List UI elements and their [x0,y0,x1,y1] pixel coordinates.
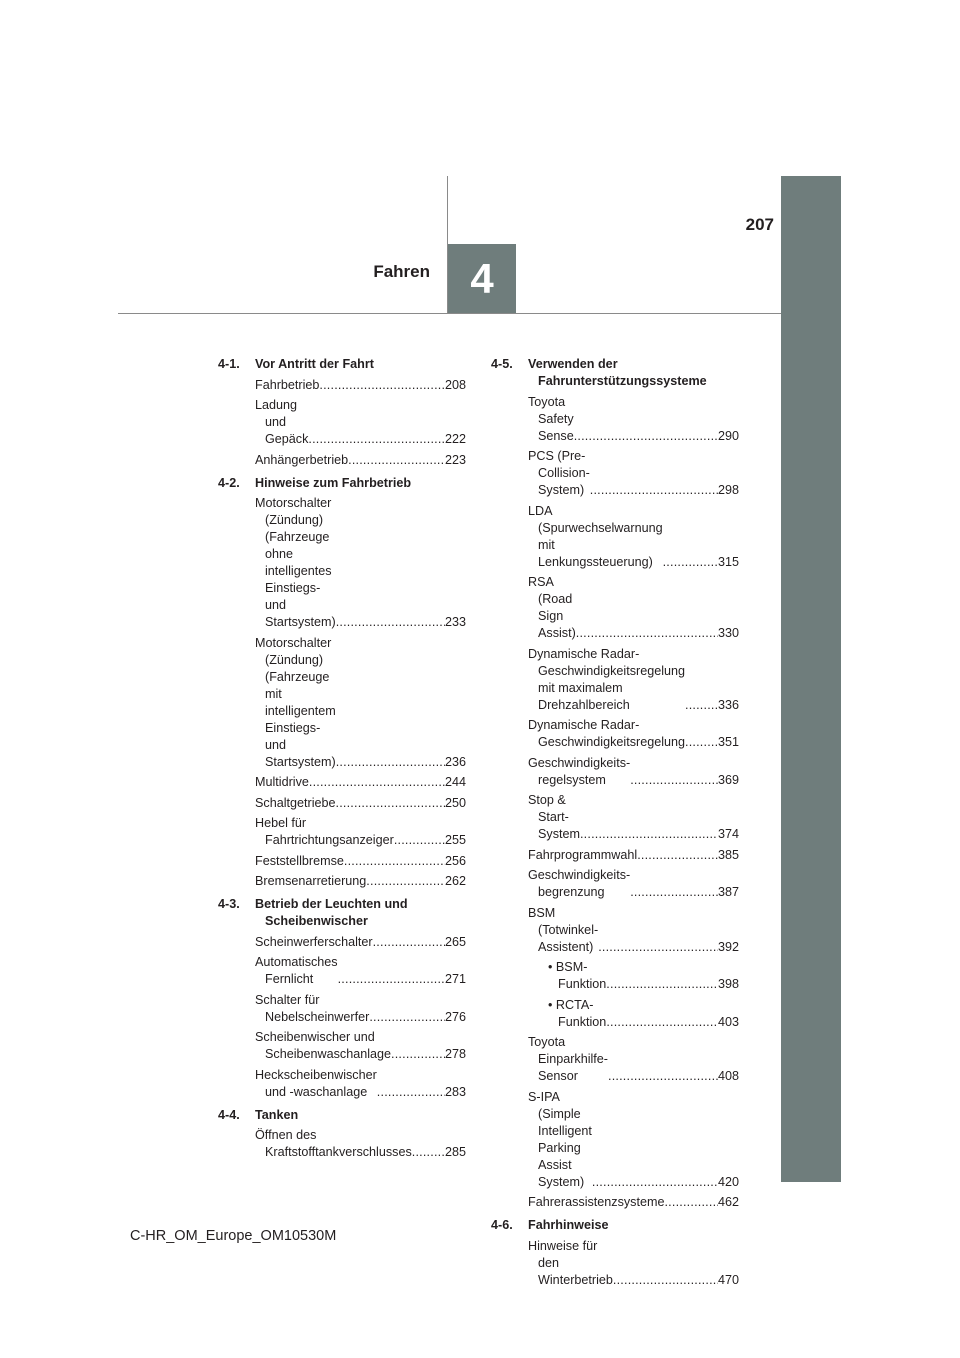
toc-leader-dots [377,1084,445,1101]
toc-section-heading[interactable] [491,356,739,390]
toc-entry[interactable] [255,1127,466,1161]
toc-entry[interactable] [255,495,466,631]
toc-leader-dots [344,853,445,870]
toc-section [218,896,466,1101]
toc-entry[interactable] [255,397,466,448]
toc-entry[interactable] [528,503,739,571]
toc-entry-label: Automatisches Fernlicht [255,955,338,986]
toc-entry-page: 271 [444,972,466,986]
toc-leader-dots [608,1068,718,1085]
toc-entry-label: Dynamische Radar- Geschwindigkeitsregelung mit maximalem Drehzahlbereich [528,646,686,712]
toc-entry[interactable] [528,867,739,901]
toc-section-heading[interactable] [218,475,466,492]
chapter-title: Fahren [373,262,430,281]
toc-leader-dots [685,734,718,751]
toc-entry-page: 385 [717,847,739,862]
toc-section-title: Tanken [255,1107,299,1122]
toc-entry-label: BSM (Totwinkel-Assistent) [528,905,599,954]
toc-entry-page: 462 [717,1195,739,1209]
header-horizontal-rule [118,313,781,314]
toc-section [491,1217,739,1289]
toc-entry[interactable] [528,1034,739,1085]
page-number: 207 [745,215,774,234]
toc-entry[interactable] [528,574,739,642]
chapter-number-box: 4 [448,244,516,313]
toc-entry[interactable] [255,1029,466,1063]
toc-leader-dots [412,1144,445,1161]
toc-entry[interactable] [255,1067,466,1101]
toc-entry[interactable] [538,959,739,993]
toc-entry[interactable] [528,905,739,956]
toc-entry-page: 290 [717,428,739,443]
toc-section-title: Hinweise zum Fahrbetrieb [255,475,412,490]
toc-leader-dots [319,377,445,394]
toc-leader-dots [348,452,445,469]
toc-section-title: Vor Antritt der Fahrt [255,357,374,371]
toc-entry-page: 223 [444,452,466,467]
toc-leader-dots [590,482,718,499]
toc-entry-page: 330 [717,626,739,640]
toc-leader-dots [366,873,445,890]
toc-column-right [491,356,739,1295]
toc-entry-page: 285 [444,1145,466,1159]
toc-entry-label: Öffnen des Kraftstofftankverschlusses [255,1128,412,1159]
toc-entry[interactable] [255,377,466,394]
toc-entry-label: Toyota Einparkhilfe- Sensor [528,1035,608,1083]
toc-entry[interactable] [528,1089,739,1191]
toc-section [218,356,466,469]
toc-entry-page: 233 [444,615,466,629]
toc-entry-label: Bremsenarretierung [255,874,367,888]
toc-entry-page: 244 [444,775,466,789]
toc-leader-dots [336,754,445,771]
toc-entry[interactable] [255,853,466,870]
toc-entry-page: 315 [717,554,739,569]
toc-entry-page: 208 [444,377,466,392]
toc-entry-page: 392 [717,939,739,954]
toc-section-number: 4-5. [491,357,513,371]
toc-entry-page: 408 [717,1069,739,1083]
toc-section-number: 4-4. [218,1107,240,1122]
toc-section-heading[interactable] [218,896,466,930]
toc-leader-dots [592,1174,718,1191]
toc-leader-dots [308,431,445,448]
toc-entry-label: S-IPA (Simple Intelligent Parking Assist System) [528,1089,592,1189]
toc-entry[interactable] [255,873,466,890]
toc-entry[interactable] [255,635,466,771]
toc-entry[interactable] [528,1194,739,1211]
toc-section-number: 4-2. [218,475,240,490]
toc-leader-dots [630,772,718,789]
toc-entry-label: Fahrerassistenzsysteme [528,1195,665,1209]
toc-leader-dots [394,832,445,849]
toc-entry-label: Fahrprogrammwahl [528,847,638,862]
toc-leader-dots [574,428,718,445]
toc-section [218,1107,466,1162]
toc-entry-page: 387 [717,885,739,899]
toc-section-title: Fahrhinweise [528,1218,609,1232]
toc-section [491,356,739,1211]
toc-leader-dots [630,884,718,901]
toc-entry-label: Dynamische Radar- Geschwindigkeitsregelung [528,718,686,749]
toc-section-title: Verwenden der Fahrunterstützungssysteme [528,357,707,388]
toc-leader-dots [663,554,718,571]
toc-entry-label: Schaltgetriebe [255,795,336,810]
toc-entry-label: Feststellbremse [255,853,344,868]
toc-leader-dots [637,847,718,864]
toc-entry-page: 236 [444,754,466,769]
toc-entry-page: 398 [717,977,739,991]
toc-entry-label: • BSM-Funktion [548,960,607,991]
toc-entry-page: 250 [444,795,466,810]
toc-entry-label: LDA (Spurwechselwarnung mit Lenkungssteuerung) [528,503,663,569]
toc-section-heading[interactable] [218,356,466,373]
toc-leader-dots [598,939,718,956]
toc-section-title: Betrieb der Leuchten und Scheibenwischer [255,897,408,928]
toc-entry[interactable] [528,847,739,864]
toc-leader-dots [336,614,445,631]
toc-entry[interactable] [255,452,466,469]
toc-entry-page: 255 [444,833,466,847]
toc-entry-label: RSA (Road Sign Assist) [528,575,576,640]
toc-entry[interactable] [255,795,466,812]
toc-leader-dots [685,697,718,714]
toc-entry-page: 351 [717,735,739,749]
toc-entry-label: PCS (Pre-Collision-System) [528,449,590,497]
toc-entry-label: Motorschalter (Zündung) (Fahrzeuge mit intelligentem Einstiegs- und Startsystem) [255,635,336,769]
toc-entry[interactable] [255,815,466,849]
toc-entry-page: 256 [444,853,466,868]
toc-leader-dots [338,971,445,988]
toc-leader-dots [613,1272,718,1289]
toc-entry[interactable] [255,934,466,951]
toc-entry-page: 262 [444,874,466,888]
toc-leader-dots [606,976,718,993]
toc-entry-label: Schalter für Nebelscheinwerfer [255,992,370,1024]
toc-entry-label: Heckscheibenwischer und -waschanlage [255,1067,377,1099]
chapter-side-tab [781,176,841,1182]
toc-entry[interactable] [255,992,466,1026]
toc-entry-page: 278 [444,1047,466,1061]
toc-entry-label: • RCTA-Funktion [548,997,607,1029]
toc-entry-page: 298 [717,483,739,497]
toc-entry-label: Fahrbetrieb [255,377,320,392]
toc-entry-label: Geschwindigkeits- regelsystem [528,755,631,787]
toc-entry-label: Multidrive [255,775,309,789]
toc-entry[interactable] [528,1238,739,1289]
toc-entry[interactable] [255,774,466,791]
toc-leader-dots [309,774,445,791]
toc-entry-label: Stop & Start-System [528,793,580,841]
toc-entry-page: 470 [717,1272,739,1287]
toc-section-heading[interactable] [491,1217,739,1234]
toc-entry[interactable] [528,755,739,789]
toc-leader-dots [391,1046,445,1063]
toc-leader-dots [369,1009,445,1026]
toc-entry-page: 336 [717,697,739,712]
toc-entry-label: Scheinwerferschalter [255,934,373,949]
toc-leader-dots [373,934,445,951]
toc-entry-label: Toyota Safety Sense [528,394,574,443]
toc-entry-label: Anhängerbetrieb [255,452,349,467]
toc-entry[interactable] [538,997,739,1031]
toc-section-number: 4-6. [491,1218,513,1232]
toc-leader-dots [576,625,718,642]
toc-entry-label: Hinweise für den Winterbetrieb [528,1238,613,1287]
toc-entry-label: Geschwindigkeits- begrenzung [528,868,631,899]
toc-entry[interactable] [528,792,739,843]
toc-entry[interactable] [528,717,739,751]
toc-entry-page: 403 [717,1014,739,1029]
toc-entry-label: Scheibenwischer und Scheibenwaschanlage [255,1030,392,1061]
toc-entry[interactable] [528,646,739,714]
toc-entry[interactable] [528,448,739,499]
toc-entry[interactable] [255,954,466,988]
toc-entry-label: Hebel für Fahrtrichtungsanzeiger [255,816,394,847]
toc-entry-page: 374 [717,827,739,841]
toc-leader-dots [664,1194,718,1211]
toc-entry-page: 276 [444,1009,466,1024]
toc-entry-page: 222 [444,432,466,446]
toc-entry[interactable] [528,394,739,445]
toc-entry-page: 283 [444,1084,466,1099]
toc-entry-page: 420 [717,1174,739,1189]
toc-entry-label: Ladung und Gepäck [255,398,309,446]
toc-leader-dots [580,826,718,843]
toc-column-left [218,356,466,1167]
toc-entry-page: 369 [717,772,739,787]
toc-leader-dots [336,795,445,812]
toc-section-number: 4-3. [218,897,240,911]
toc-leader-dots [606,1014,718,1031]
toc-entry-label: Motorschalter (Zündung) (Fahrzeuge ohne intelligentes Einstiegs- und Startsystem) [255,496,336,629]
footer-doc-id: C-HR_OM_Europe_OM10530M [130,1228,337,1244]
toc-section-number: 4-1. [218,357,240,371]
toc-entry-page: 265 [444,934,466,949]
toc-section-heading[interactable] [218,1107,466,1124]
toc-section [218,475,466,891]
